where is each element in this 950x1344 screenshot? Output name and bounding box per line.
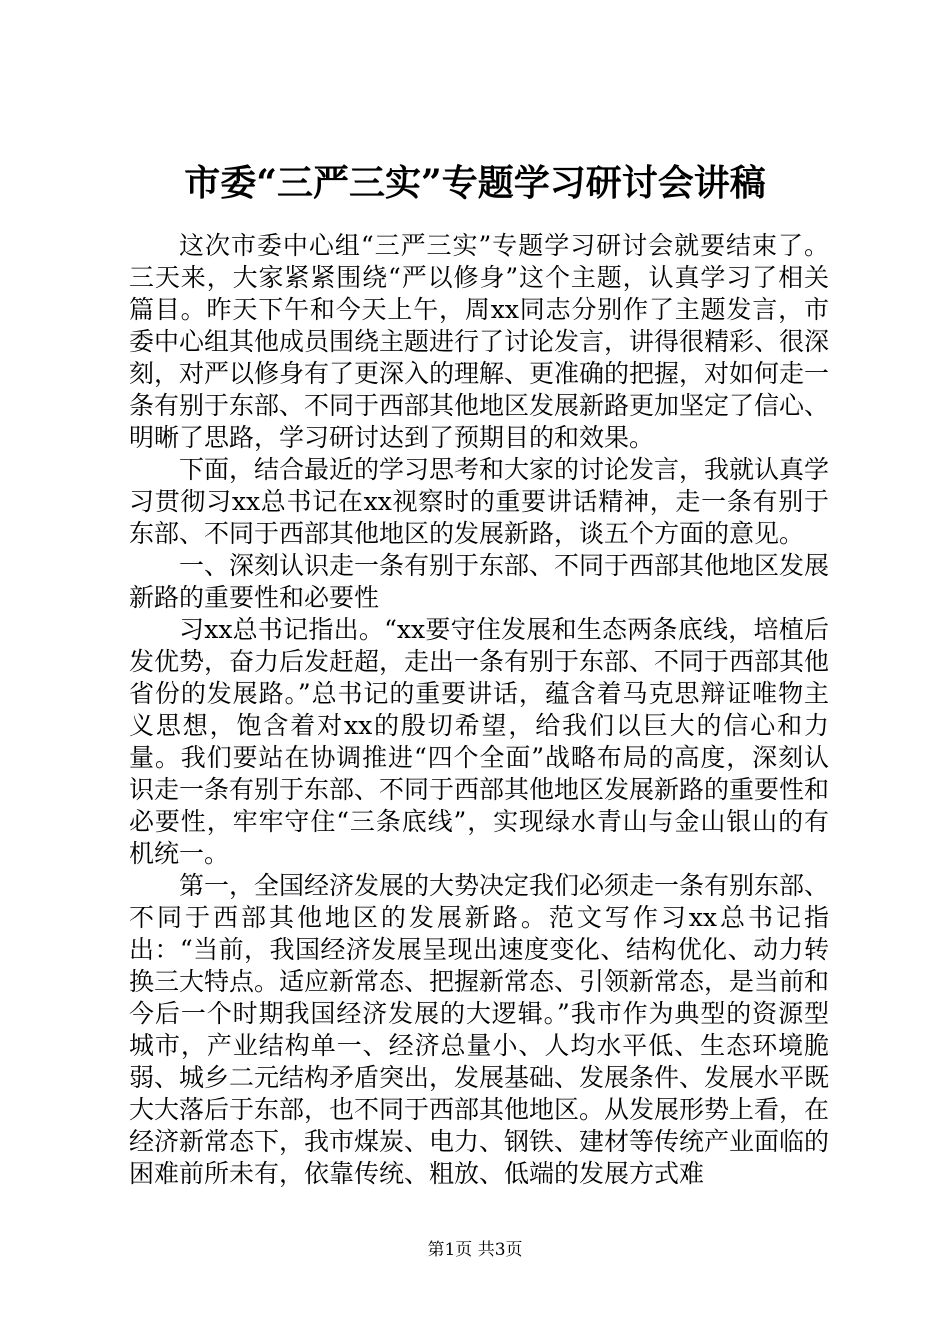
document-body bbox=[129, 230, 829, 1190]
section-heading: 一、深刻认识走一条有别于东部、不同于西部其他地区发展新路的重要性和必要性 bbox=[129, 551, 830, 612]
paragraph: 这次市委中心组“三严三实”专题学习研讨会就要结束了。三天来，大家紧紧围绕“严以修身”这个主题，认真学习了相关篇目。昨天下午和今天上午，周xx同志分别作了主题发言，市委中心组其他成员围绕主题进行了讨论发言，讲得很精彩、很深刻，对严以修身有了更深入的理解、更准确的把握，对如何走一条有别于东部、不同于西部其他地区发展新路更加坚定了信心、明晰了思路，学习研讨达到了预期目的和效果。 bbox=[129, 231, 830, 452]
paragraph: 第一，全国经济发展的大势决定我们必须走一条有别东部、不同于西部其他地区的发展新路。范文写作习xx总书记指出：“当前，我国经济发展呈现出速度变化、结构优化、动力转换三大特点。适应新常态、把握新常态、引领新常态，是当前和今后一个时期我国经济发展的大逻辑。”我市作为典型的资源型城市，产业结构单一、经济总量小、人均水平低、生态环境脆弱、城乡二元结构矛盾突出，发展基础、发展条件、发展水平既大大落后于东部，也不同于西部其他地区。从发展形势上看，在经济新常态下，我市煤炭、电力、钢铁、建材等传统产业面临的困难前所未有，依靠传统、粗放、低端的发展方式难 bbox=[129, 871, 830, 1188]
document-title: 市委“三严三实”专题学习研讨会讲稿 bbox=[184, 162, 766, 204]
paragraph: 下面，结合最近的学习思考和大家的讨论发言，我就认真学习贯彻习xx总书记在xx视察时的重要讲话精神，走一条有别于东部、不同于西部其他地区的发展新路，谈五个方面的意见。 bbox=[129, 455, 830, 548]
paragraph: 习xx总书记指出。“xx要守住发展和生态两条底线，培植后发优势，奋力后发赶超，走出一条有别于东部、不同于西部其他省份的发展路。”总书记的重要讲话，蕴含着马克思辩证唯物主义思想，饱含着对xx的殷切希望，给我们以巨大的信心和力量。我们要站在协调推进“四个全面”战略布局的高度，深刻认识走一条有别于东部、不同于西部其他地区发展新路的重要性和必要性，牢牢守住“三条底线”，实现绿水青山与金山银山的有机统一。 bbox=[129, 615, 830, 868]
page-number-footer: 第1页 共3页 bbox=[427, 1240, 523, 1260]
